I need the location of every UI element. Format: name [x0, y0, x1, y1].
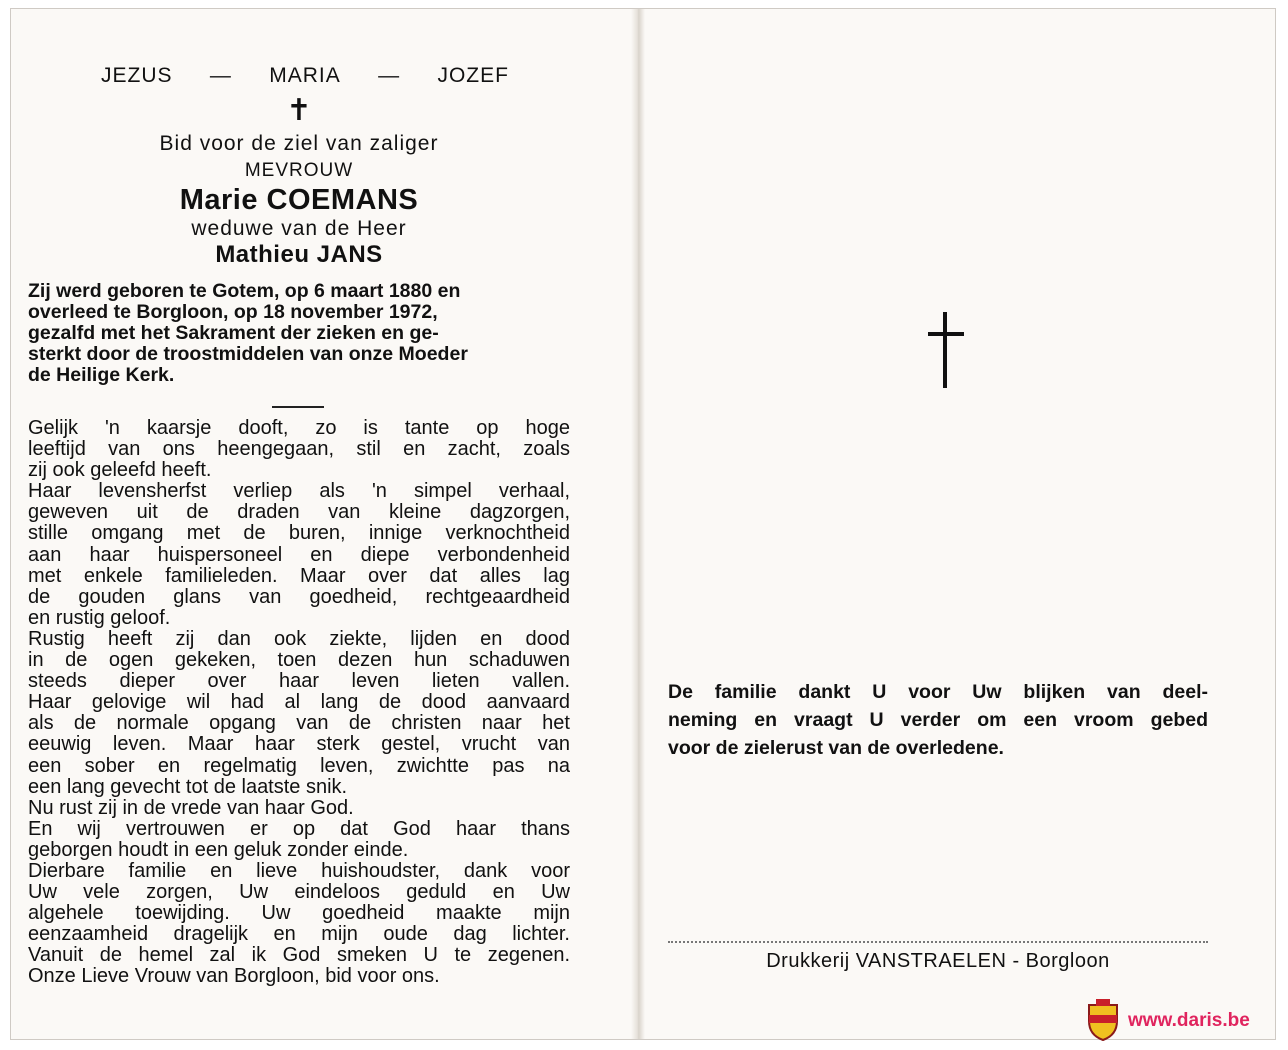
title-line: MEVROUW [244, 160, 354, 181]
printer-credit: Drukkerij VANSTRAELEN - Borgloon [766, 950, 1110, 972]
biography [28, 281, 570, 386]
text-line: Nu rust zij in de vrede van haar God. [28, 796, 354, 819]
text-line: stille omgang met de buren, innige verknochtheid [28, 522, 570, 545]
divider [272, 406, 324, 408]
text-line: sterkt door de troostmiddelen van onze Moeder [28, 343, 468, 365]
name-dash: — [209, 64, 232, 87]
text-line: overleed te Borgloon, op 18 november 1972, [28, 301, 438, 323]
text-line: als de normale opgang van de christen naar het [28, 712, 570, 735]
name-maria: MARIA [269, 64, 341, 87]
text-line: zij ook geleefd heeft. [28, 459, 212, 482]
text-line: een lang gevecht tot de laatste snik. [28, 775, 348, 798]
name-dash: — [378, 64, 401, 87]
holy-names [101, 64, 509, 88]
text-line: eeuwig leven. Maar haar sterk gestel, vrucht van [28, 733, 570, 756]
text-line: neming en vraagt U verder om een vroom gebed [668, 709, 1208, 731]
text-line: aan haar huispersoneel en diepe verbondenheid [28, 543, 570, 566]
text-line: Vanuit de hemel zal ik God smeken U te zegenen. [28, 944, 570, 967]
thanks-text [668, 678, 1208, 762]
text-line: met enkele familieleden. Maar over dat alles lag [28, 564, 570, 587]
text-line: Onze Lieve Vrouw van Borgloon, bid voor ons. [28, 965, 440, 988]
text-line: leeftijd van ons heengegaan, stil en zacht, zoals [28, 438, 570, 461]
name-jezus: JEZUS [101, 64, 173, 87]
eulogy-text [28, 418, 570, 988]
text-line: Dierbare familie en lieve huishoudster, dank voor [28, 859, 570, 882]
text-line: voor de zielerust van de overledene. [668, 737, 1004, 759]
name-jozef: JOZEF [437, 64, 509, 87]
divider [668, 941, 1208, 943]
watermark-site: www.daris.be [1128, 1010, 1250, 1031]
text-line: de gouden glans van goedheid, rechtgeaardheid [28, 585, 570, 608]
prayer-line: Bid voor de ziel van zaliger [159, 132, 439, 155]
text-line: gezalfd met het Sakrament der zieken en ge- [28, 322, 439, 344]
text-line: Rustig heeft zij dan ook ziekte, lijden en dood [28, 627, 570, 650]
text-line: algehele toewijding. Uw goedheid maakte mijn [28, 902, 570, 925]
text-line: Haar gelovige wil had al lang de dood aanvaard [28, 691, 570, 714]
text-line: geborgen houdt in een geluk zonder einde. [28, 838, 409, 861]
text-line: steeds dieper over haar leven lieten vallen. [28, 670, 570, 693]
husband-name: Mathieu JANS [215, 241, 383, 268]
text-line: Uw vele zorgen, Uw eindeloos geduld en Uw [28, 881, 570, 904]
heraldic-shield-icon [1086, 999, 1120, 1041]
widow-line: weduwe van de Heer [191, 217, 407, 240]
card-fold [631, 9, 645, 1039]
text-line: De familie dankt U voor Uw blijken van deel- [668, 681, 1208, 703]
text-line: Zij werd geboren te Gotem, op 6 maart 1880 en [28, 280, 461, 302]
deceased-name: Marie COEMANS [179, 184, 419, 216]
text-line: geweven uit de draden van kleine dagzorgen, [28, 501, 570, 524]
text-line: en rustig geloof. [28, 606, 171, 629]
text-line: Haar levensherfst verliep als 'n simpel verhaal, [28, 480, 570, 503]
text-line: En wij vertrouwen er op dat God haar thans [28, 817, 570, 840]
left-panel [28, 64, 570, 988]
text-line: een sober en regelmatig leven, zwichtte pas na [28, 754, 570, 777]
text-line: Gelijk 'n kaarsje dooft, zo is tante op hoge [28, 417, 570, 439]
text-line: eenzaamheid dragelijk en mijn oude dag lichter. [28, 923, 570, 946]
cross-icon [928, 312, 964, 388]
text-line: in de ogen gekeken, toen dezen hun schaduwen [28, 649, 570, 672]
cross-icon: ✝ [286, 94, 312, 127]
text-line: de Heilige Kerk. [28, 364, 175, 386]
